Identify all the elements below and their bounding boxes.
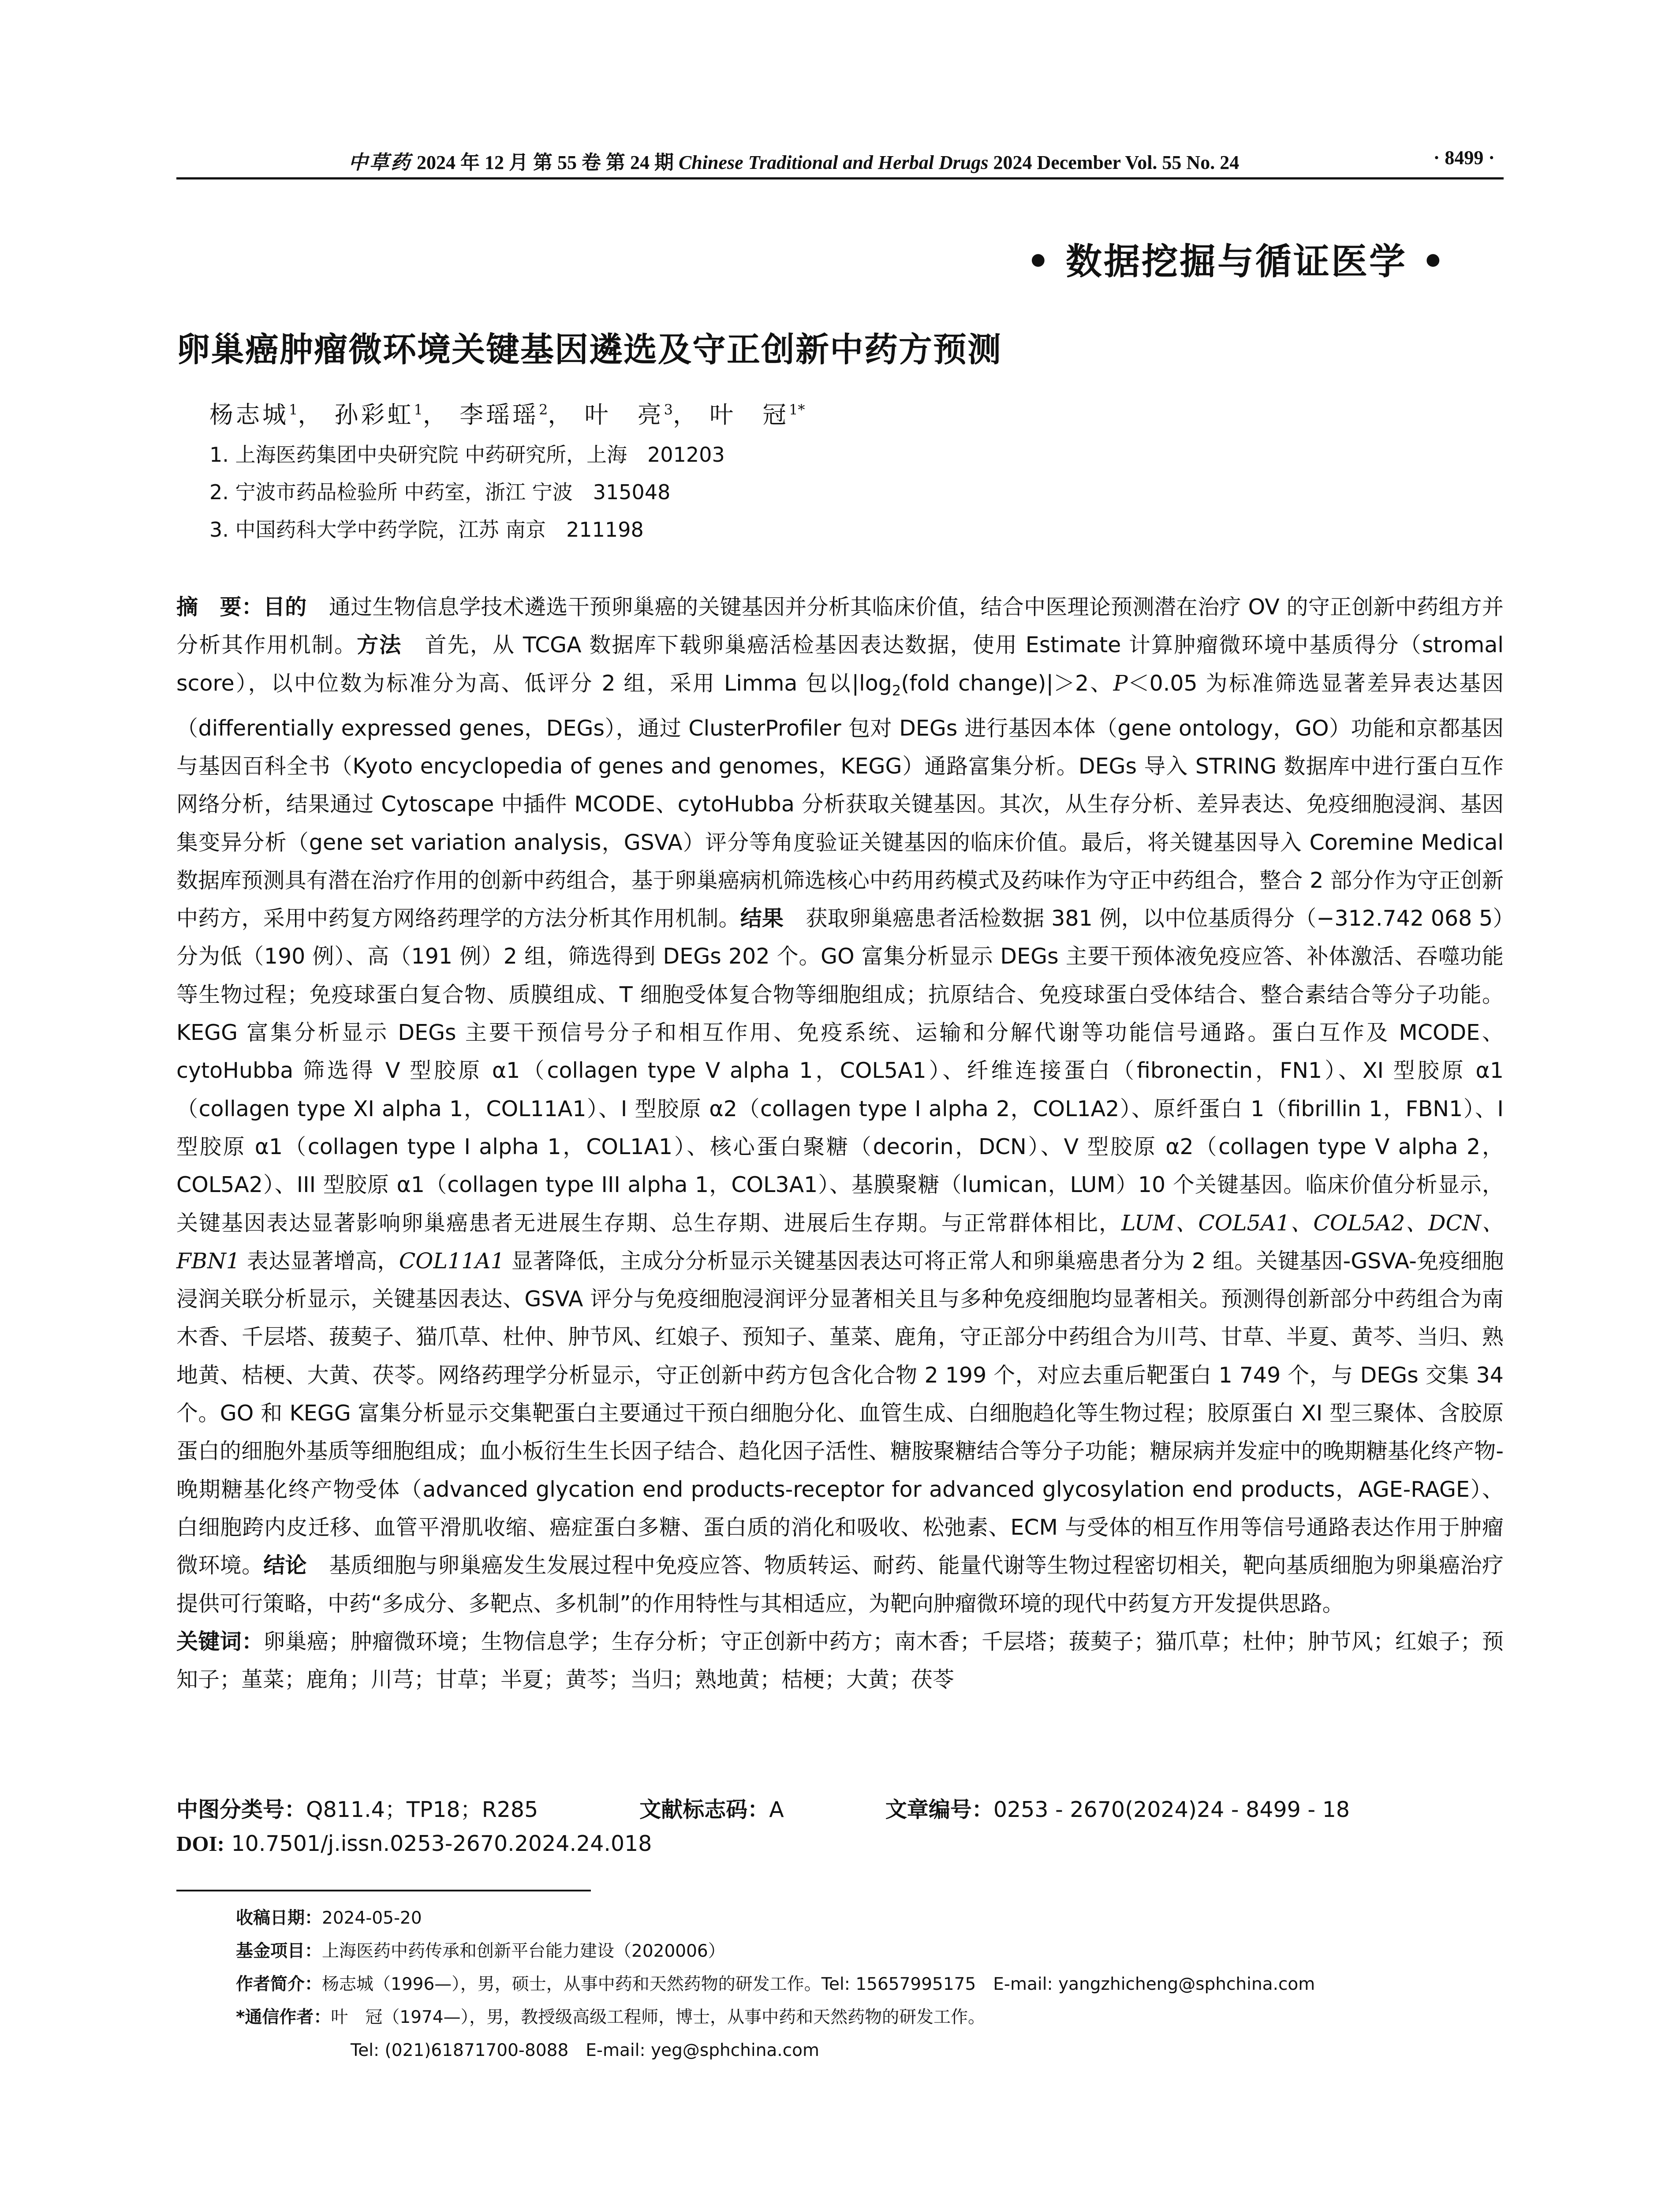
clc-value: Q811.4；TP18；R285 xyxy=(306,1797,538,1822)
methods-label: 方法 xyxy=(357,632,402,658)
corresponding-label: *通信作者： xyxy=(236,2007,331,2027)
affiliation: 3. 中国药科大学中药学院，江苏 南京 211198 xyxy=(209,518,644,542)
received-date: 2024-05-20 xyxy=(322,1908,422,1928)
results-text: 获取卵巢癌患者活检数据 381 例，以中位基质得分（−312.742 068 5）分为低（190 例）、高（191 例）2 组，筛选得到 DEGs 202 个。GO 富集分析显示 DEGs 主要干预体液免疫应答、补体激活、吞噬功能等生物过程；免疫球蛋白复合物、质膜组成、T 细胞受体复合物等细胞组成；抗原结合、免疫球蛋白受体结合、整合素结合等分子功能。KEGG 富集分析显示 DEGs 主要干预信号分子和相互作用、免疫系统、运输和分解代谢等功能信号通路。蛋白互作及 MCODE、cytoHubba 筛选得 V 型胶原 α1（collagen type V alpha 1，COL5A1）、纤维连接蛋白（fibronectin，FN1）、XI 型胶原 α1（collagen type XI alpha 1，COL11A1）、I 型胶原 α2（collagen type I alpha 2，COL1A2）、原纤蛋白 1（fibrillin 1，FBN1）、I 型胶原 α1（collagen type I alpha 1，COL1A1）、核心蛋白聚糖（decorin，DCN）、V 型胶原 α2（collagen type V alpha 2，COL5A2）、III 型胶原 α1（collagen type III alpha 1，COL3A1）、基膜聚糖（lumican，LUM）10 个关键基因。临床价值分析显示，关键基因表达显著影响卵巢癌患者无进展生存期、总生存期、进展后生存期。与正常群体相比， xyxy=(176,906,1504,1236)
keywords-label: 关键词： xyxy=(176,1629,264,1654)
abstract-label: 摘 要： xyxy=(176,594,264,620)
fund-label: 基金项目： xyxy=(236,1941,322,1961)
results-label: 结果 xyxy=(740,906,784,931)
article-number-value: 0253 - 2670(2024)24 - 8499 - 18 xyxy=(993,1797,1350,1822)
header-citation xyxy=(348,146,1239,175)
doc-code-label: 文献标志码： xyxy=(639,1797,769,1822)
methods-text: (fold change)|＞2、 xyxy=(901,670,1113,696)
footnote-author xyxy=(236,1970,1315,1995)
methods-text: ＜0.05 为标准筛选显著差异表达基因（differentially expressed genes，DEGs），通过 ClusterProfiler 包对 DEGs 进行基因本体（gene ontology，GO）功能和京都基因与基因百科全书（Kyoto encyclopedia of genes and genomes，KEGG）通路富集分析。DEGs 导入 STRING 数据库中进行蛋白互作网络分析，结果通过 Cytoscape 中插件 MCODE、cytoHubba 分析获取关键基因。其次，从生存分析、差异表达、免疫细胞浸润、基因集变异分析（gene set variation analysis，GSVA）评分等角度验证关键基因的临床价值。最后，将关键基因导入 Coremine Medical 数据库预测具有潜在治疗作用的创新中药组合，基于卵巢癌病机筛选核心中药用药模式及药味作为守正中药组合，整合 2 部分作为守正创新中药方，采用中药复方网络药理学的方法分析其作用机制。 xyxy=(176,670,1504,931)
author-name: 杨志城 xyxy=(209,401,289,429)
received-label: 收稿日期： xyxy=(236,1908,322,1928)
journal-name-cn: 中草药 xyxy=(348,152,412,173)
objective-text: 通过生物信息学技术遴选干预卵巢癌的关键基因并分析其临床价值，结合中医理论预测潜在治疗 OV 的守正创新中药组方并分析其作用机制。 xyxy=(176,594,1504,658)
footnote-received xyxy=(236,1904,422,1929)
conclusion-label: 结论 xyxy=(263,1553,307,1578)
author-affil-mark: 1* xyxy=(789,401,805,418)
upregulated-genes: LUM、COL5A1、COL5A2、DCN、FBN1 xyxy=(176,1210,1504,1274)
log-subscript: 2 xyxy=(892,682,901,699)
article-title: 卵巢癌肿瘤微环境关键基因遴选及守正创新中药方预测 xyxy=(176,330,1002,369)
author-name: 叶 亮 xyxy=(584,401,664,429)
doi-label: DOI: xyxy=(176,1831,224,1856)
abstract xyxy=(176,588,1504,1699)
author-affil-mark: 1 xyxy=(289,401,298,418)
classification-line xyxy=(176,1793,1504,1824)
doi-value[interactable]: 10.7501/j.issn.0253-2670.2024.24.018 xyxy=(231,1831,652,1856)
author-affil-mark: 1 xyxy=(414,401,423,418)
footnote-fund xyxy=(236,1937,725,1962)
author-bio-text: 杨志城（1996—），男，硕士，从事中药和天然药物的研发工作。Tel: 15657995175 E-mail: yangzhicheng@sphchina.com xyxy=(322,1974,1315,1994)
p-value-symbol: P xyxy=(1113,670,1128,696)
doi-line xyxy=(176,1831,652,1856)
conclusion-text: 基质细胞与卵巢癌发生发展过程中免疫应答、物质转运、耐药、能量代谢等生物过程密切相关，靶向基质细胞为卵巢癌治疗提供可行策略，中药“多成分、多靶点、多机制”的作用特性与其相适应，为靶向肿瘤微环境的现代中药复方开发提供思路。 xyxy=(176,1553,1504,1616)
journal-name-en: Chinese Traditional and Herbal Drugs xyxy=(679,152,989,173)
issue-cn: 2024 年 12 月 第 55 卷 第 24 期 xyxy=(417,152,674,173)
author-list: 杨志城$^1$， 孙彩虹$^1$， 李瑶瑶$^2$， 叶 亮$^3$， 叶 冠$^{1*}$ xyxy=(209,401,805,429)
results-text: 显著降低，主成分分析显示关键基因表达可将正常人和卵巢癌患者分为 2 组。关键基因-GSVA-免疫细胞浸润关联分析显示，关键基因表达、GSVA 评分与免疫细胞浸润评分显著相关且与多种免疫细胞均显著相关。预测得创新部分中药组合为南木香、千层塔、菝葜子、猫爪草、杜仲、肿节风、红娘子、预知子、堇菜、鹿角，守正部分中药组合为川芎、甘草、半夏、黄芩、当归、熟地黄、桔梗、大黄、茯苓。网络药理学分析显示，守正创新中药方包含化合物 2 199 个，对应去重后靶蛋白 1 749 个，与 DEGs 交集 34 个。GO 和 KEGG 富集分析显示交集靶蛋白主要通过干预白细胞分化、血管生成、白细胞趋化等生物过程；胶原蛋白 XI 型三聚体、含胶原蛋白的细胞外基质等细胞组成；血小板衍生生长因子结合、趋化因子活性、糖胺聚糖结合等分子功能；糖尿病并发症中的晚期糖基化终产物-晚期糖基化终产物受体（advanced glycation end products-receptor for advanced glycosylation end products，AGE-RAGE）、白细胞跨内皮迁移、血管平滑肌收缩、癌症蛋白多糖、蛋白质的消化和吸收、松弛素、ECM 与受体的相互作用等信号通路表达作用于肿瘤微环境。 xyxy=(176,1248,1504,1578)
author-affil-mark: 3 xyxy=(664,401,673,418)
downregulated-gene: COL11A1 xyxy=(399,1248,504,1274)
author-affil-mark: 2 xyxy=(539,401,548,418)
author-name: 李瑶瑶 xyxy=(459,401,539,429)
doc-code-value: A xyxy=(769,1797,784,1822)
footnote-corresponding xyxy=(236,2003,985,2028)
keywords-text: 卵巢癌；肿瘤微环境；生物信息学；生存分析；守正创新中药方；南木香；千层塔；菝葜子；猫爪草；杜仲；肿节风；红娘子；预知子；堇菜；鹿角；川芎；甘草；半夏；黄芩；当归；熟地黄；桔梗；大黄；茯苓 xyxy=(176,1629,1504,1693)
column-tag: • 数据挖掘与循证医学 • xyxy=(1027,241,1446,283)
issue-en: 2024 December Vol. 55 No. 24 xyxy=(993,152,1239,173)
footnote-corresponding-contact: Tel: (021)61871700-8088 E-mail: yeg@sphchina.com xyxy=(351,2041,819,2060)
author-name: 孙彩虹 xyxy=(334,401,414,429)
objective-label: 目的 xyxy=(263,594,307,620)
results-text: 表达显著增高， xyxy=(240,1248,399,1274)
author-bio-label: 作者简介： xyxy=(236,1974,322,1994)
author-name: 叶 冠 xyxy=(709,401,789,429)
affiliation: 2. 宁波市药品检验所 中药室，浙江 宁波 315048 xyxy=(209,480,671,504)
fund-text: 上海医药中药传承和创新平台能力建设（2020006） xyxy=(322,1941,725,1961)
page-number: · 8499 · xyxy=(1433,147,1495,168)
header-rule xyxy=(176,177,1504,179)
corresponding-text: 叶 冠（1974—），男，教授级高级工程师，博士，从事中药和天然药物的研发工作。 xyxy=(331,2007,986,2027)
methods-text: 首先，从 TCGA 数据库下载卵巢癌活检基因表达数据，使用 Estimate 计算肿瘤微环境中基质得分（stromal score），以中位数为标准分为高、低评分 2 组，采用 Limma 包以|log xyxy=(176,632,1504,696)
clc-label: 中图分类号： xyxy=(176,1797,306,1822)
article-number-label: 文章编号： xyxy=(885,1797,993,1822)
running-header xyxy=(176,140,1504,176)
affiliation: 1. 上海医药集团中央研究院 中药研究所，上海 201203 xyxy=(209,443,725,467)
footnote-rule xyxy=(176,1890,591,1891)
